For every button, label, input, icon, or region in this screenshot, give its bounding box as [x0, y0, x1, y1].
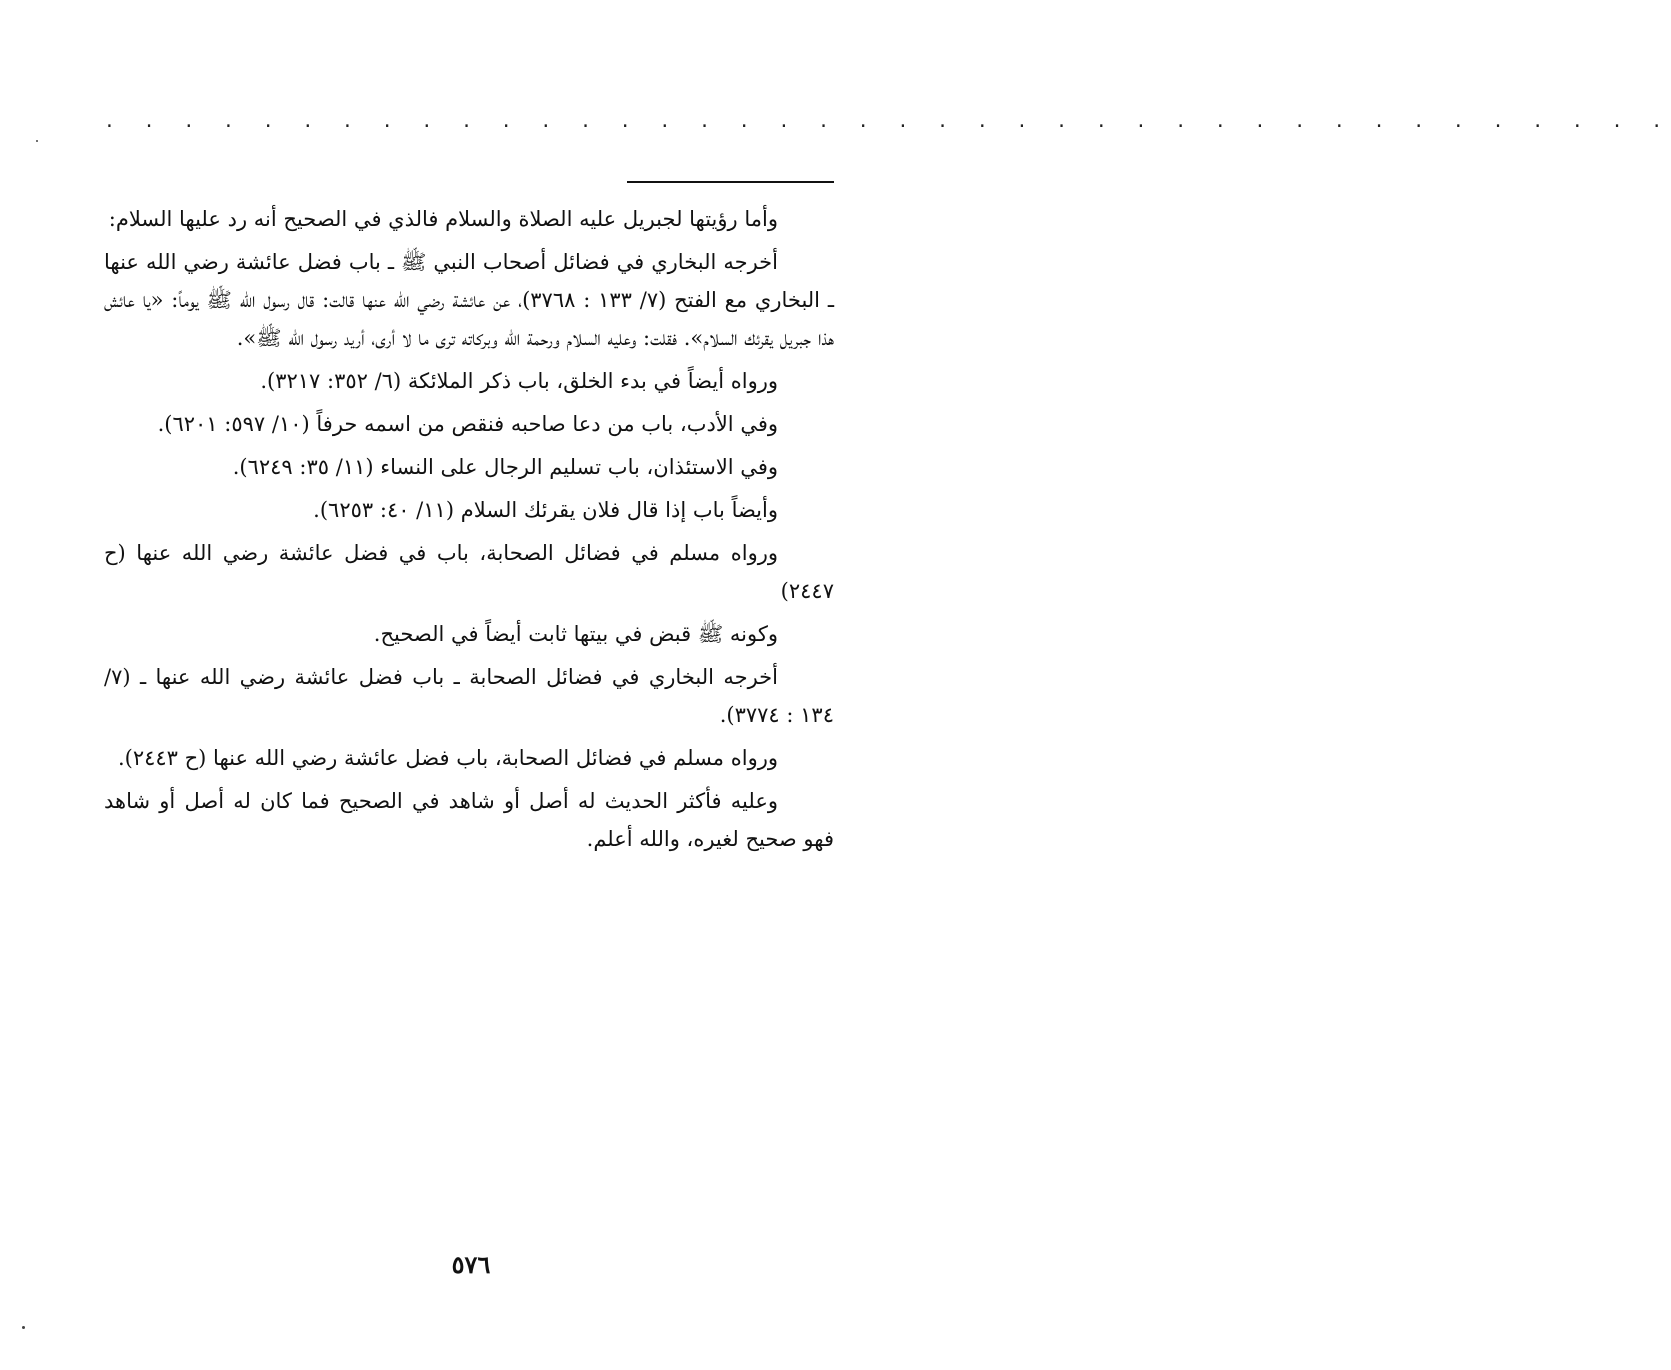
footnote-paragraph: وأما رؤيتها لجبريل عليه الصلاة والسلام فالذي في الصحيح أنه رد عليها السلام: — [108, 207, 778, 231]
footnote-paragraph: وأيضاً باب إذا قال فلان يقرئك السلام (١١/ ٤٠: ٦٢٥٣). — [313, 498, 778, 522]
footnote-paragraph: وعليه فأكثر الحديث له أصل أو شاهد في الصحيح فما كان له أصل أو شاهد فهو صحيح لغيره، والله أعلم. — [104, 789, 834, 851]
footnote-paragraph: وكونه ﷺ قبض في بيتها ثابت أيضاً في الصحيح. — [373, 622, 778, 646]
footnote-text-block — [104, 200, 834, 863]
footnote-paragraph: ورواه مسلم في فضائل الصحابة، باب فضل عائشة رضي الله عنها (ح ٢٤٤٣). — [117, 746, 778, 770]
footnote-paragraph: أخرجه البخاري في فضائل الصحابة ـ باب فضل عائشة رضي الله عنها ـ (٧/ ١٣٤ : ٣٧٧٤). — [104, 665, 834, 727]
footnote-paragraph: وفي الأدب، باب من دعا صاحبه فنقص من اسمه حرفاً (١٠/ ٥٩٧: ٦٢٠١). — [157, 412, 778, 436]
page-number: ٥٧٦ — [451, 1250, 491, 1279]
dotted-separator: · · · · · · · · · · · · · · · · · · · · · · · · · · · · · · · · · · · · · · · · — [104, 116, 1671, 137]
footnote-paragraph: وفي الاستئذان، باب تسليم الرجال على النساء (١١/ ٣٥: ٦٢٤٩). — [232, 455, 778, 479]
scan-speck — [22, 1326, 25, 1329]
footnote-paragraph: ورواه مسلم في فضائل الصحابة، باب في فضل عائشة رضي الله عنها (ح ٢٤٤٧) — [104, 541, 834, 603]
footnote-paragraph: ورواه أيضاً في بدء الخلق، باب ذكر الملائكة (٦/ ٣٥٢: ٣٢١٧). — [260, 369, 778, 393]
footnote-separator-line — [627, 181, 834, 183]
scan-speck — [36, 140, 38, 142]
footnote-paragraph: أخرجه البخاري في فضائل أصحاب النبي ﷺ ـ باب فضل عائشة رضي الله عنها ـ البخاري مع الفتح (٧/ ١٣٣ : ٣٧٦٨)، عن عائشة رضي الله عنها قالت: قال رسول الله ﷺ يوماً: «يا عائش هذا جبريل يقرئك السلام». فقلت: وعليه السلام ورحمة الله وبركاته ترى ما لا أرى، أريد رسول الله ﷺ». — [104, 250, 834, 350]
